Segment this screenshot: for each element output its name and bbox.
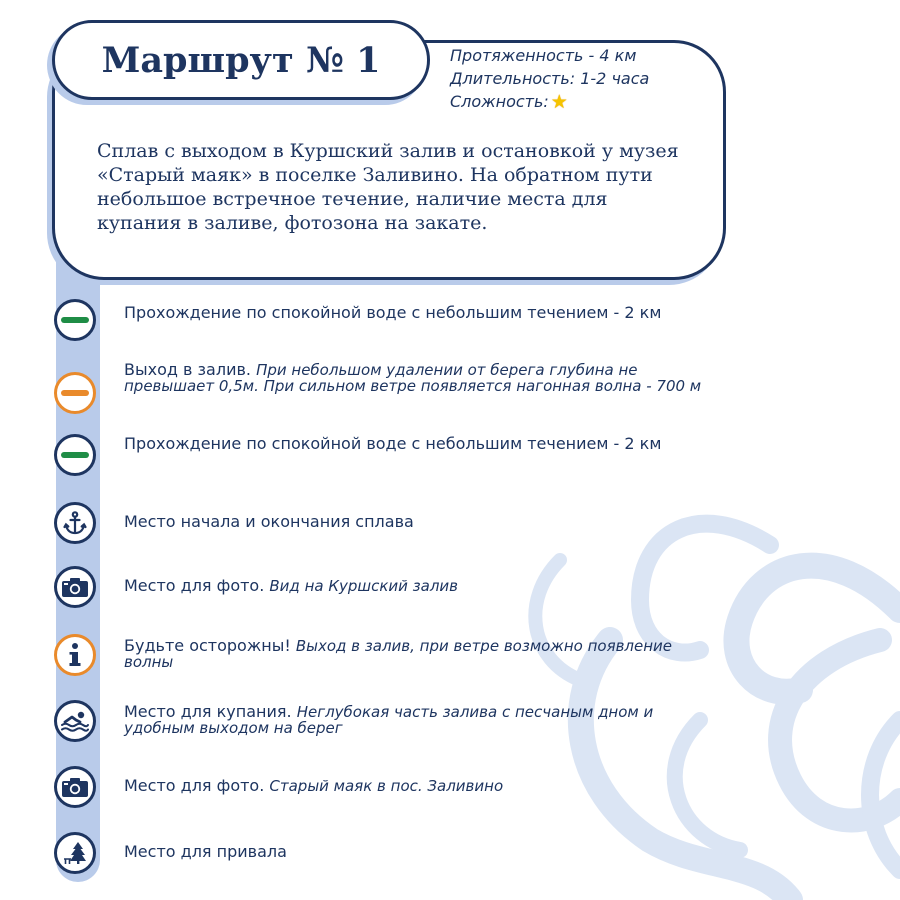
legend-main: Прохождение по спокойной воде с небольшим течением - 2 км	[124, 303, 662, 322]
legend-main: Выход в залив.	[124, 360, 257, 379]
route-title-pill	[52, 20, 430, 100]
camera-icon-glyph	[61, 576, 89, 598]
camera-icon-glyph	[61, 776, 89, 798]
legend-note: Выход в залив, при ветре возможно появление волны	[124, 637, 673, 671]
legend-main: Место для купания.	[124, 702, 297, 721]
route-duration: Длительность: 1-2 часа	[450, 69, 650, 88]
orange-bar-icon	[54, 372, 96, 414]
route-length: Протяженность - 4 км	[450, 46, 637, 65]
swimming-icon	[54, 700, 96, 742]
legend-text	[124, 778, 704, 794]
legend-note: Вид на Куршский залив	[269, 577, 459, 595]
legend-text	[124, 514, 704, 530]
route-title: Маршрут № 1	[101, 39, 381, 81]
route-difficulty	[450, 90, 649, 113]
anchor-icon-glyph	[62, 510, 88, 536]
legend-main: Прохождение по спокойной воде с небольшим течением - 2 км	[124, 434, 662, 453]
legend-text	[124, 436, 704, 452]
green-bar-icon	[54, 434, 96, 476]
info-icon-glyph	[63, 641, 87, 669]
camera-icon	[54, 766, 96, 808]
info-icon	[54, 634, 96, 676]
star-icon: ★	[550, 91, 568, 113]
difficulty-label: Сложность:	[450, 92, 549, 111]
legend-note: Неглубокая часть залива с песчаным дном и удобным выходом на берег	[124, 703, 654, 737]
legend-main: Место для привала	[124, 842, 287, 861]
route-meta	[450, 44, 649, 113]
green-bar-icon	[54, 299, 96, 341]
picnic-icon	[54, 832, 96, 874]
route-description: Сплав с выходом в Куршский залив и остановкой у музея «Старый маяк» в поселке Заливино. На обратном пути небольшое встречное течение, наличие места для купания в заливе, фотозона на закате.	[97, 140, 679, 234]
legend-note: При небольшом удалении от берега глубина не превышает 0,5м. При сильном ветре появляется нагонная волна - 700 м	[124, 361, 702, 395]
legend-main: Место для фото.	[124, 776, 270, 795]
legend-text	[124, 704, 704, 736]
legend-text	[124, 578, 704, 594]
legend-main: Место для фото.	[124, 576, 270, 595]
anchor-icon	[54, 502, 96, 544]
legend-main: Место начала и окончания сплава	[124, 512, 414, 531]
swimming-icon-glyph	[60, 709, 90, 733]
legend-main: Будьте осторожны!	[124, 636, 296, 655]
camera-icon	[54, 566, 96, 608]
legend-text	[124, 844, 704, 860]
picnic-icon-glyph	[62, 840, 88, 866]
legend-note: Старый маяк в пос. Заливино	[269, 777, 504, 795]
legend-text	[124, 638, 704, 670]
legend-text	[124, 362, 704, 394]
legend-text	[124, 305, 704, 321]
